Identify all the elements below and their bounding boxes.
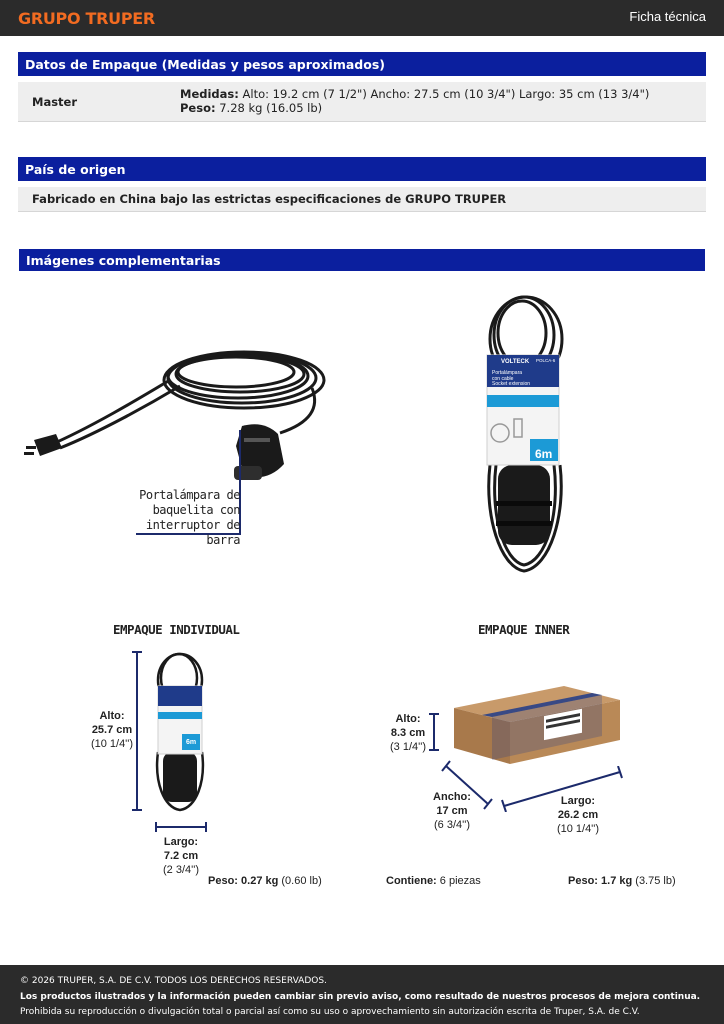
images-section-header: Imágenes complementarias: [19, 249, 705, 271]
brand-logo: GRUPO TRUPER: [18, 9, 155, 28]
individual-largo-text: Largo: 7.2 cm (2 3/4''): [163, 836, 199, 876]
document-type: Ficha técnica: [629, 9, 706, 24]
inner-package-title: EMPAQUE INNER: [478, 622, 570, 637]
footer-prohibition: Prohibida su reproducción o divulgación total o parcial así como su uso o aprovechamiento sin autorización escrita de Truper, S.A. de C.V.: [20, 1007, 640, 1017]
inner-contents: Contiene: 6 piezas: [386, 875, 481, 887]
individual-length-label: 6m: [186, 739, 197, 746]
callout-line-2: baquelita con: [152, 503, 240, 517]
inner-weight: Peso: 1.7 kg (3.75 lb): [568, 875, 676, 887]
individual-weight: Peso: 0.27 kg (0.60 lb): [208, 875, 322, 887]
medidas-text: Alto: 19.2 cm (7 1/2") Ancho: 27.5 cm (10 3/4") Largo: 35 cm (13 3/4"): [238, 87, 650, 101]
product-name-2: con cable: [492, 375, 514, 382]
individual-alto-text: Alto: 25.7 cm (10 1/4''): [90, 710, 134, 750]
master-label: Master: [32, 95, 78, 109]
product-name: [492, 371, 530, 388]
inner-alto-text: Alto: 8.3 cm (3 1/4''): [390, 713, 426, 753]
origin-row: [18, 187, 706, 212]
inner-box-image: [452, 684, 624, 766]
product-length-label: 6m: [535, 447, 553, 461]
individual-package-title: EMPAQUE INDIVIDUAL: [113, 622, 240, 637]
inner-ancho-text: Ancho: 17 cm (6 3/4''): [433, 791, 471, 831]
product-package-image: [480, 295, 570, 577]
top-bar: [0, 0, 724, 36]
callout-line-1: Portalámpara de: [139, 488, 240, 502]
master-value: [180, 87, 686, 115]
inner-largo-text: Largo: 26.2 cm (10 1/4''): [556, 795, 600, 835]
callout-line-3: interruptor de barra: [145, 518, 240, 547]
peso-label: Peso:: [180, 101, 216, 115]
medidas-label: Medidas:: [180, 87, 239, 101]
product-code: POLCA-6: [536, 358, 556, 363]
packaging-row-master: [18, 82, 706, 122]
product-brand: VOLTECK: [501, 359, 530, 365]
footer-copyright: © 2026 TRUPER, S.A. DE C.V. TODOS LOS DERECHOS RESERVADOS.: [20, 976, 327, 986]
individual-largo-dimension: [154, 820, 210, 834]
product-name-1: Portalámpara: [492, 370, 523, 376]
footer: [0, 965, 724, 1024]
footer-notice: Los productos ilustrados y la información pueden cambiar sin previo aviso, como resultado de nuestros procesos de mejora continua.: [20, 991, 701, 1002]
origin-text: Fabricado en China bajo las estrictas especificaciones de GRUPO TRUPER: [32, 192, 507, 206]
peso-text: 7.28 kg (16.05 lb): [215, 101, 323, 115]
individual-package-image: [150, 652, 210, 812]
packaging-section-header: Datos de Empaque (Medidas y pesos aproximados): [18, 52, 706, 76]
product-name-3: Socket extension: [492, 381, 531, 387]
socket-callout: [128, 488, 240, 548]
origin-section-header: País de origen: [18, 157, 706, 181]
